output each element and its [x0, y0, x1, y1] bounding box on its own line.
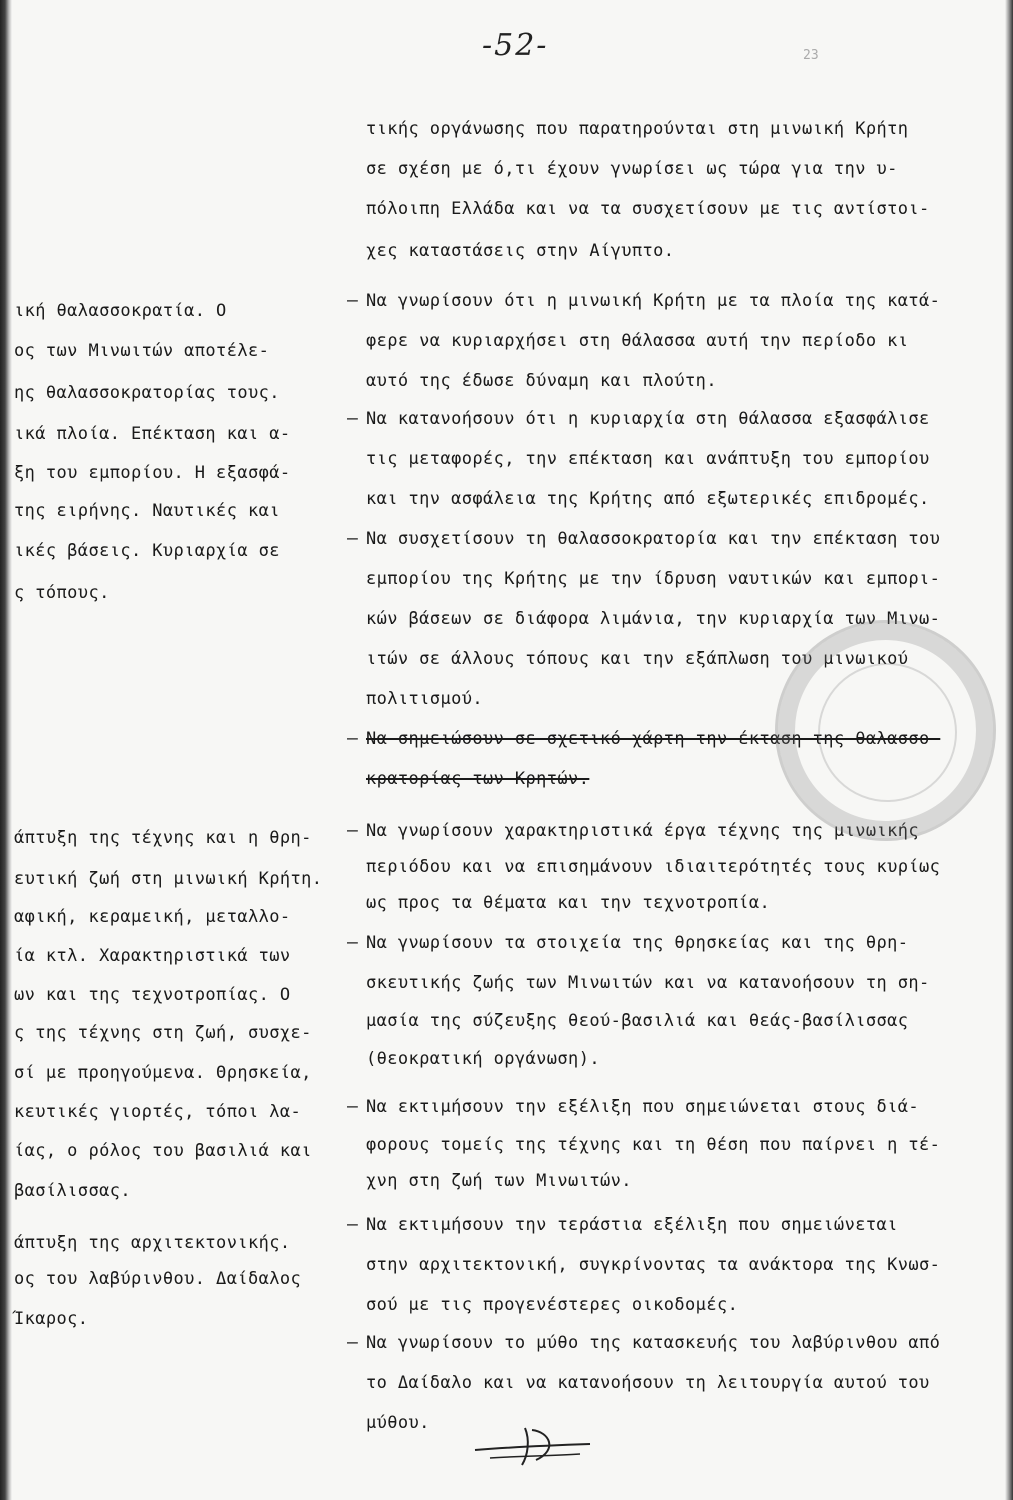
left-column-line: άπτυξη της αρχιτεκτονικής.	[14, 1233, 291, 1253]
left-column-line: της ειρήνης. Ναυτικές και	[14, 501, 280, 521]
signature	[470, 1420, 600, 1470]
list-dash-marker: –	[347, 408, 358, 429]
right-column-line: (θεοκρατική οργάνωση).	[366, 1049, 600, 1069]
list-dash-marker: –	[347, 290, 358, 311]
left-column-line: ική θαλασσοκρατία. Ο	[14, 301, 227, 321]
left-column-line: σί με προηγούμενα. Θρησκεία,	[14, 1063, 312, 1083]
binding-edge	[0, 0, 12, 1500]
left-column-line: ς της τέχνης στη ζωή, συσχε-	[14, 1023, 312, 1043]
right-column-line: Να εκτιμήσουν την τεράστια εξέλιξη που σημειώνεται	[366, 1215, 898, 1235]
left-column-line: αφική, κεραμεική, μεταλλο-	[14, 907, 291, 927]
right-column-line: πολιτισμού.	[366, 689, 483, 709]
right-column-line: τις μεταφορές, την επέκταση και ανάπτυξη του εμπορίου	[366, 449, 930, 469]
left-column-line: ξη του εμπορίου. Η εξασφά-	[14, 463, 291, 483]
right-column-line: περιόδου και να επισημάνουν ιδιαιτερότητές τους κυρίως	[366, 857, 941, 877]
right-column-line: Να συσχετίσουν τη θαλασσοκρατορία και την επέκταση του	[366, 529, 941, 549]
list-dash-marker: –	[347, 528, 358, 549]
right-column-line: Να γνωρίσουν ότι η μινωική Κρήτη με τα πλοία της κατά-	[366, 291, 941, 311]
right-column-line: Να γνωρίσουν το μύθο της κατασκευής του λαβύρινθου από	[366, 1333, 941, 1353]
right-column-line: χες καταστάσεις στην Αίγυπτο.	[366, 241, 675, 261]
right-column-line: σού με τις προγενέστερες οικοδομές.	[366, 1295, 739, 1315]
right-column-line: Να κατανοήσουν ότι η κυριαρχία στη θάλασσα εξασφάλισε	[366, 409, 930, 429]
page-number: -52-	[482, 28, 549, 63]
right-column-line: και την ασφάλεια της Κρήτης από εξωτερικές επιδρομές.	[366, 489, 930, 509]
corner-note: 23	[803, 48, 819, 63]
left-column-line: κευτικές γιορτές, τόποι λα-	[14, 1102, 302, 1122]
right-page-edge	[1005, 0, 1013, 1500]
left-column-line: Ίκαρος.	[14, 1309, 89, 1329]
left-column-line: ία κτλ. Χαρακτηριστικά των	[14, 946, 291, 966]
right-column-line: μύθου.	[366, 1413, 430, 1433]
right-column-line: ως προς τα θέματα και την τεχνοτροπία.	[366, 893, 771, 913]
right-column-line: φερε να κυριαρχήσει στη θάλασσα αυτή την περίοδο κι	[366, 331, 909, 351]
left-column-line: ίας, ο ρόλος του βασιλιά και	[14, 1141, 312, 1161]
right-column-line: κρατορίας των Κρητών.	[366, 769, 590, 789]
right-column-line: Να σημειώσουν σε σχετικό χάρτη την έκταση της θαλασσο-	[366, 729, 941, 749]
left-column-line: άπτυξη της τέχνης και η θρη-	[14, 828, 312, 848]
left-column-line: ος του λαβύρινθου. Δαίδαλος	[14, 1269, 302, 1289]
left-column-line: ων και της τεχνοτροπίας. Ο	[14, 985, 291, 1005]
list-dash-marker: –	[347, 932, 358, 953]
right-column-line: Να γνωρίσουν τα στοιχεία της θρησκείας και της θρη-	[366, 933, 909, 953]
list-dash-marker: –	[347, 1332, 358, 1353]
right-column-line: μασία της σύζευξης θεού-βασιλιά και θεάς-βασίλισσας	[366, 1011, 909, 1031]
right-column-line: χνη στη ζωή των Μινωιτών.	[366, 1171, 632, 1191]
left-column-line: ευτική ζωή στη μινωική Κρήτη.	[14, 869, 323, 889]
right-column-line: αυτό της έδωσε δύναμη και πλούτη.	[366, 371, 717, 391]
right-column-line: Να εκτιμήσουν την εξέλιξη που σημειώνεται στους διά-	[366, 1097, 920, 1117]
right-column-line: πόλοιπη Ελλάδα και να τα συσχετίσουν με τις αντίστοι-	[366, 199, 930, 219]
left-column-line: ος των Μινωιτών αποτέλε-	[14, 341, 270, 361]
list-dash-marker: –	[347, 1096, 358, 1117]
right-column-line: στην αρχιτεκτονική, συγκρίνοντας τα ανάκτορα της Κνωσ-	[366, 1255, 941, 1275]
list-dash-marker: –	[347, 728, 358, 749]
left-column-line: ης θαλασσοκρατορίας τους.	[14, 383, 280, 403]
right-column-line: κών βάσεων σε διάφορα λιμάνια, την κυριαρχία των Μινω-	[366, 609, 941, 629]
left-column-line: ς τόπους.	[14, 583, 110, 603]
right-column-line: εμπορίου της Κρήτης με την ίδρυση ναυτικών και εμπορι-	[366, 569, 941, 589]
right-column-line: ιτών σε άλλους τόπους και την εξάπλωση του μινωικού	[366, 649, 909, 669]
stamp-inner-ring	[818, 663, 957, 802]
list-dash-marker: –	[347, 820, 358, 841]
left-column-line: ικές βάσεις. Κυριαρχία σε	[14, 541, 280, 561]
right-column-line: Να γνωρίσουν χαρακτηριστικά έργα τέχνης της μινωικής	[366, 821, 920, 841]
list-dash-marker: –	[347, 1214, 358, 1235]
right-column-line: σε σχέση με ό,τι έχουν γνωρίσει ως τώρα για την υ-	[366, 159, 898, 179]
right-column-line: σκευτικής ζωής των Μινωιτών και να κατανοήσουν τη ση-	[366, 973, 930, 993]
left-column-line: βασίλισσας.	[14, 1181, 131, 1201]
left-column-line: ικά πλοία. Επέκταση και α-	[14, 424, 291, 444]
right-column-line: φορους τομείς της τέχνης και τη θέση που παίρνει η τέ-	[366, 1135, 941, 1155]
official-stamp	[775, 620, 996, 841]
right-column-line: το Δαίδαλο και να κατανοήσουν τη λειτουργία αυτού του	[366, 1373, 930, 1393]
right-column-line: τικής οργάνωσης που παρατηρούνται στη μινωική Κρήτη	[366, 119, 909, 139]
